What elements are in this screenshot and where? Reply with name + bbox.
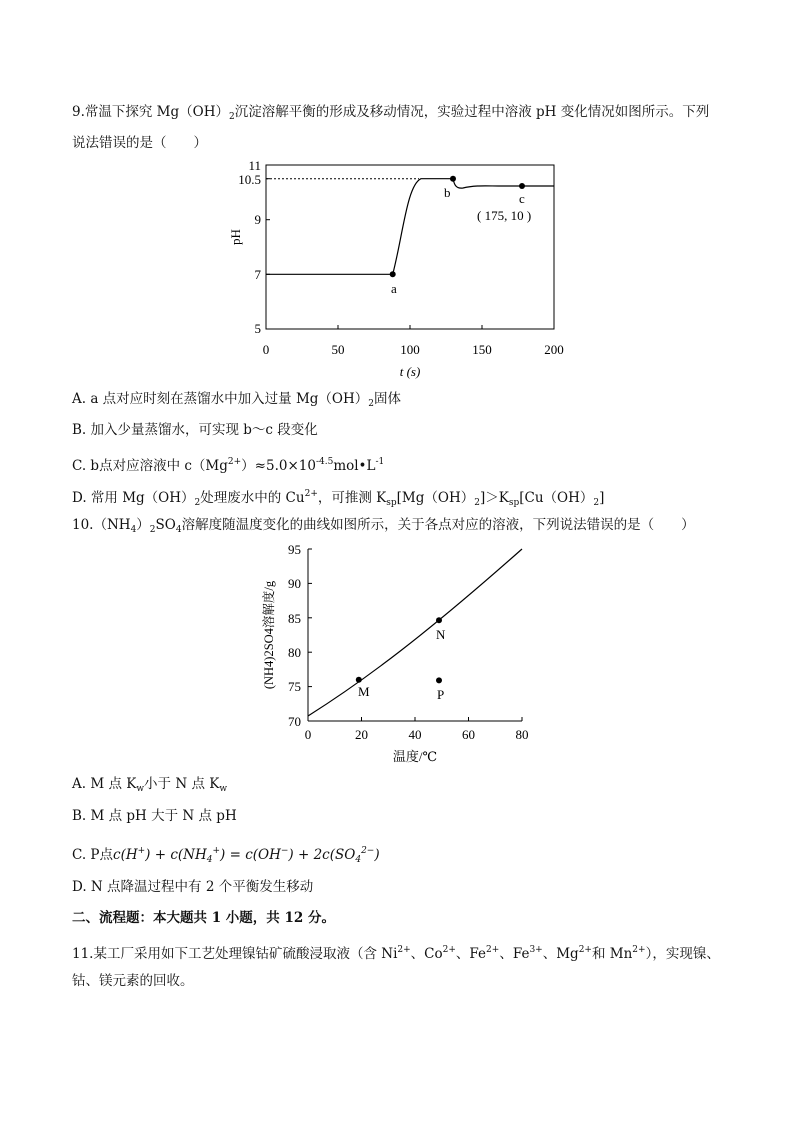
q9-ylabel: pH [228,229,243,245]
q10-option-b: B. M 点 pH 大于 N 点 pH [72,808,237,824]
q10-label-n: N [436,627,446,642]
q10-option-d: D. N 点降温过程中有 2 个平衡发生移动 [72,879,314,895]
q10-xtick-20: 20 [355,727,368,742]
q9-option-d: D. 常用 $Mg(OH)_2$处理废水中的 $Cu^{2+}$，可推测 $K_{sp}[Mg(OH)_2]>K_{sp}[Cu(OH)_2]$ [72,489,605,508]
q10-point-n [436,617,442,623]
q10-ytick-70: 70 [288,714,301,729]
q9-label-b: b [444,185,451,200]
q9-label-c-note: ( 175, 10 ) [477,208,532,223]
q9-ytick-7: 7 [254,267,261,282]
q10-option-c-formula: $c(H^+) + c(NH_4^+) = c(OH^-) + 2c(SO_4^{2-})$ [113,846,380,865]
q11-stem-line2: 钴、镁元素的回收。 [72,973,194,989]
q9-label-c: c [519,191,525,206]
q10-solubility-curve [308,549,522,716]
q10-ylabel: (NH4)2SO4溶解度/g [262,580,276,690]
q10-xlabel: 温度/℃ [392,749,438,764]
q9-stem-line1: 9.常温下探究 $Mg(OH)_2$沉淀溶解平衡的形成及移动情况，实验过程中溶液 pH 变化情况如图所示。下列 [72,104,710,122]
q9-label-a: a [391,281,397,296]
q9-ytick-11: 11 [248,158,261,173]
q9-ph-chart [225,155,575,385]
q9-option-b: B. 加入少量蒸馏水，可实现 b～c 段变化 [72,422,318,438]
q10-ytick-75: 75 [288,679,301,694]
q9-ytick-9: 9 [254,212,261,227]
q9-xtick-200: 200 [544,342,564,357]
q10-label-p: P [437,687,445,702]
q11-stem-line1: 11.某工厂采用如下工艺处理镍钴矿硫酸浸取液（含 $Ni^{2+}$、$Co^{2+}$、$Fe^{2+}$、$Fe^{3+}$、$Mg^{2+}$和 $Mn^{2+}$），实现镍、 [72,945,720,962]
q10-xtick-60: 60 [462,727,475,742]
q9-plot-frame [266,165,554,329]
q9-xtick-50: 50 [331,342,345,357]
q10-xtick-40: 40 [408,727,422,742]
q10-option-c: C. P点$c(H^+) + c(NH_4^+) = c(OH^-) + 2c(SO_4^{2-})$ [72,846,380,865]
q9-ytick-5: 5 [254,321,261,336]
q10-ytick-90: 90 [288,576,301,591]
q10-ytick-80: 80 [288,645,301,660]
q9-ytick-10-5: 10.5 [238,172,261,187]
q9-point-b [450,176,456,182]
q10-point-p [436,677,442,683]
q9-point-a [390,271,396,277]
q9-xtick-150: 150 [472,342,492,357]
q9-ph-curve [266,179,554,275]
q9-stem-line2: 说法错误的是（ ） [72,135,207,151]
q10-solubility-chart [255,540,545,770]
q9-xtick-100: 100 [400,342,420,357]
q10-option-a: A. M 点 $K_w$小于 N 点 $K_w$ [72,776,228,794]
q10-label-m: M [358,684,370,699]
q9-point-c [519,183,525,189]
q9-option-a: A. a 点对应时刻在蒸馏水中加入过量 $Mg(OH)_2$固体 [72,391,402,409]
q9-xtick-0: 0 [262,342,270,357]
q10-ytick-95: 95 [288,542,301,557]
q10-ytick-85: 85 [288,611,301,626]
section-heading: 二、流程题：本大题共 1 小题，共 12 分。 [72,910,335,926]
q9-xlabel: t (s) [399,364,421,379]
q9-axis-ticks [266,179,482,329]
q10-stem: $10.(NH_4)_2SO_4$溶解度随温度变化的曲线如图所示，关于各点对应的溶液，下列说法错误的是（ ） [72,517,695,535]
q10-point-m [356,677,362,683]
q10-xtick-0: 0 [304,727,312,742]
q9-option-c: C. b点对应溶液中 $c(Mg^{2+})\approx 5.0\times 10^{-4.5}mol•L^{-1}$ [72,457,385,474]
q10-xtick-80: 80 [515,727,529,742]
